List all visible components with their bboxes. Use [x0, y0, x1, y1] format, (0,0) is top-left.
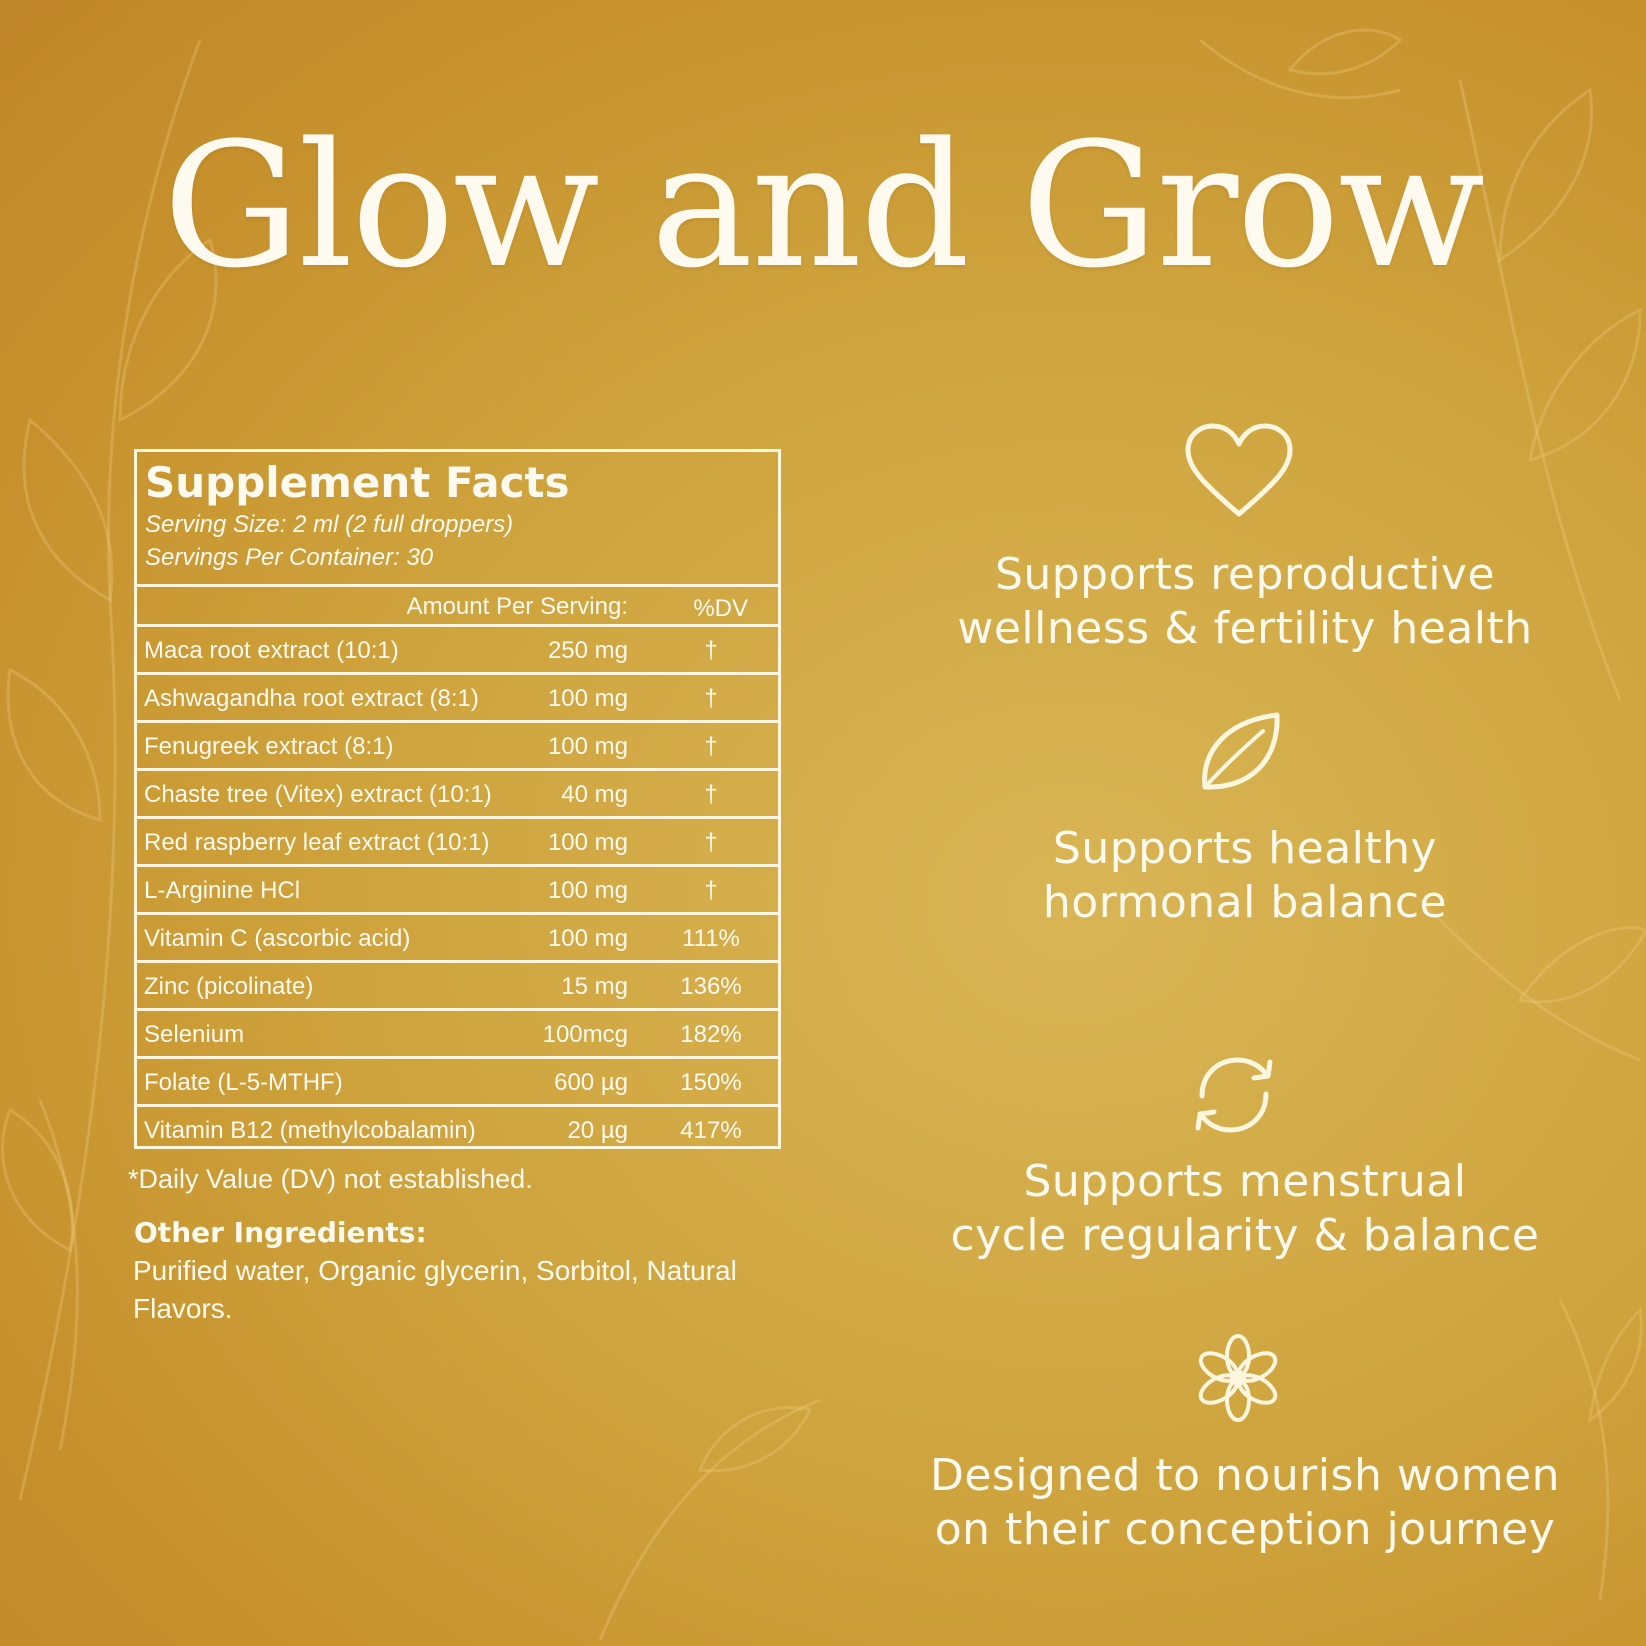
ingredient-dv: †	[704, 877, 718, 904]
facts-rows	[137, 627, 778, 1155]
ingredient-amount: 100 mg	[547, 877, 628, 904]
other-ingredients-title: Other Ingredients:	[134, 1216, 427, 1249]
benefit-line: on their conception journey	[934, 1504, 1556, 1555]
table-row	[137, 915, 778, 963]
ingredient-dv: 111%	[682, 925, 740, 952]
ingredient-amount: 15 mg	[561, 973, 628, 1000]
ingredient-name: Fenugreek extract (8:1)	[144, 733, 394, 760]
ingredient-amount: 100 mg	[547, 685, 628, 712]
supplement-facts-panel	[134, 449, 781, 1149]
ingredient-amount: 40 mg	[561, 781, 628, 808]
ingredient-amount: 20 µg	[567, 1117, 628, 1144]
ingredient-name: Ashwagandha root extract (8:1)	[144, 685, 479, 712]
page-title: Glow and Grow	[162, 105, 1484, 306]
ingredient-name: Maca root extract (10:1)	[144, 637, 399, 664]
amount-per-serving-label: Amount Per Serving:	[406, 593, 628, 620]
ingredient-amount: 600 µg	[554, 1069, 628, 1096]
serving-size: Serving Size: 2 ml (2 full droppers)	[145, 511, 514, 538]
table-row	[137, 867, 778, 915]
benefit-line: Designed to nourish women	[929, 1450, 1561, 1501]
amount-header-row	[137, 587, 778, 627]
other-ingredients-text: Purified water, Organic glycerin, Sorbitol, Natural Flavors.	[133, 1255, 737, 1324]
ingredient-dv: †	[704, 637, 718, 664]
ingredient-dv: 136%	[680, 973, 742, 1000]
table-row	[137, 675, 778, 723]
table-row	[137, 723, 778, 771]
ingredient-amount: 250 mg	[547, 637, 628, 664]
table-row	[137, 771, 778, 819]
cycle-arrows-icon	[1184, 1052, 1284, 1138]
table-row	[137, 963, 778, 1011]
ingredient-dv: 417%	[680, 1117, 742, 1144]
ingredient-amount: 100 mg	[547, 733, 628, 760]
benefit-line: Supports menstrual	[1023, 1156, 1467, 1207]
ingredient-dv: †	[704, 829, 718, 856]
ingredient-dv: †	[704, 733, 718, 760]
leaf-icon	[1197, 711, 1282, 793]
benefit-line: Supports reproductive	[994, 549, 1496, 600]
flower-icon	[1192, 1332, 1284, 1424]
ingredient-amount: 100mcg	[542, 1021, 628, 1048]
ingredient-name: Chaste tree (Vitex) extract (10:1)	[144, 781, 492, 808]
benefit-reproductive-text	[920, 548, 1570, 656]
ingredient-dv: 182%	[680, 1021, 742, 1048]
ingredient-name: L-Arginine HCl	[144, 877, 301, 904]
supplement-facts-title: Supplement Facts	[145, 458, 570, 507]
dv-footnote: *Daily Value (DV) not established.	[128, 1164, 533, 1194]
table-row	[137, 1059, 778, 1107]
ingredient-name: Zinc (picolinate)	[144, 973, 314, 1000]
ingredient-amount: 100 mg	[547, 829, 628, 856]
benefit-line: wellness & fertility health	[957, 603, 1533, 654]
servings-per-container: Servings Per Container: 30	[145, 544, 434, 571]
dv-column-label: %DV	[693, 595, 748, 622]
table-row	[137, 1107, 778, 1155]
ingredient-name: Red raspberry leaf extract (10:1)	[144, 829, 490, 856]
benefit-conception-text	[920, 1449, 1570, 1557]
supplement-facts-header	[137, 452, 778, 587]
benefit-line: cycle regularity & balance	[950, 1210, 1540, 1261]
benefit-hormonal-text	[920, 822, 1570, 930]
benefit-line: Supports healthy	[1052, 823, 1438, 874]
benefit-menstrual-text	[920, 1155, 1570, 1263]
ingredient-name: Folate (L-5-MTHF)	[144, 1069, 343, 1096]
ingredient-amount: 100 mg	[547, 925, 628, 952]
table-row	[137, 627, 778, 675]
heart-icon	[1184, 422, 1294, 522]
benefit-line: hormonal balance	[1042, 877, 1448, 928]
ingredient-name: Vitamin C (ascorbic acid)	[144, 925, 411, 952]
ingredient-dv: †	[704, 685, 718, 712]
table-row	[137, 819, 778, 867]
table-row	[137, 1011, 778, 1059]
ingredient-dv: 150%	[680, 1069, 742, 1096]
ingredient-name: Selenium	[144, 1021, 245, 1048]
ingredient-name: Vitamin B12 (methylcobalamin)	[144, 1117, 476, 1144]
ingredient-dv: †	[704, 781, 718, 808]
